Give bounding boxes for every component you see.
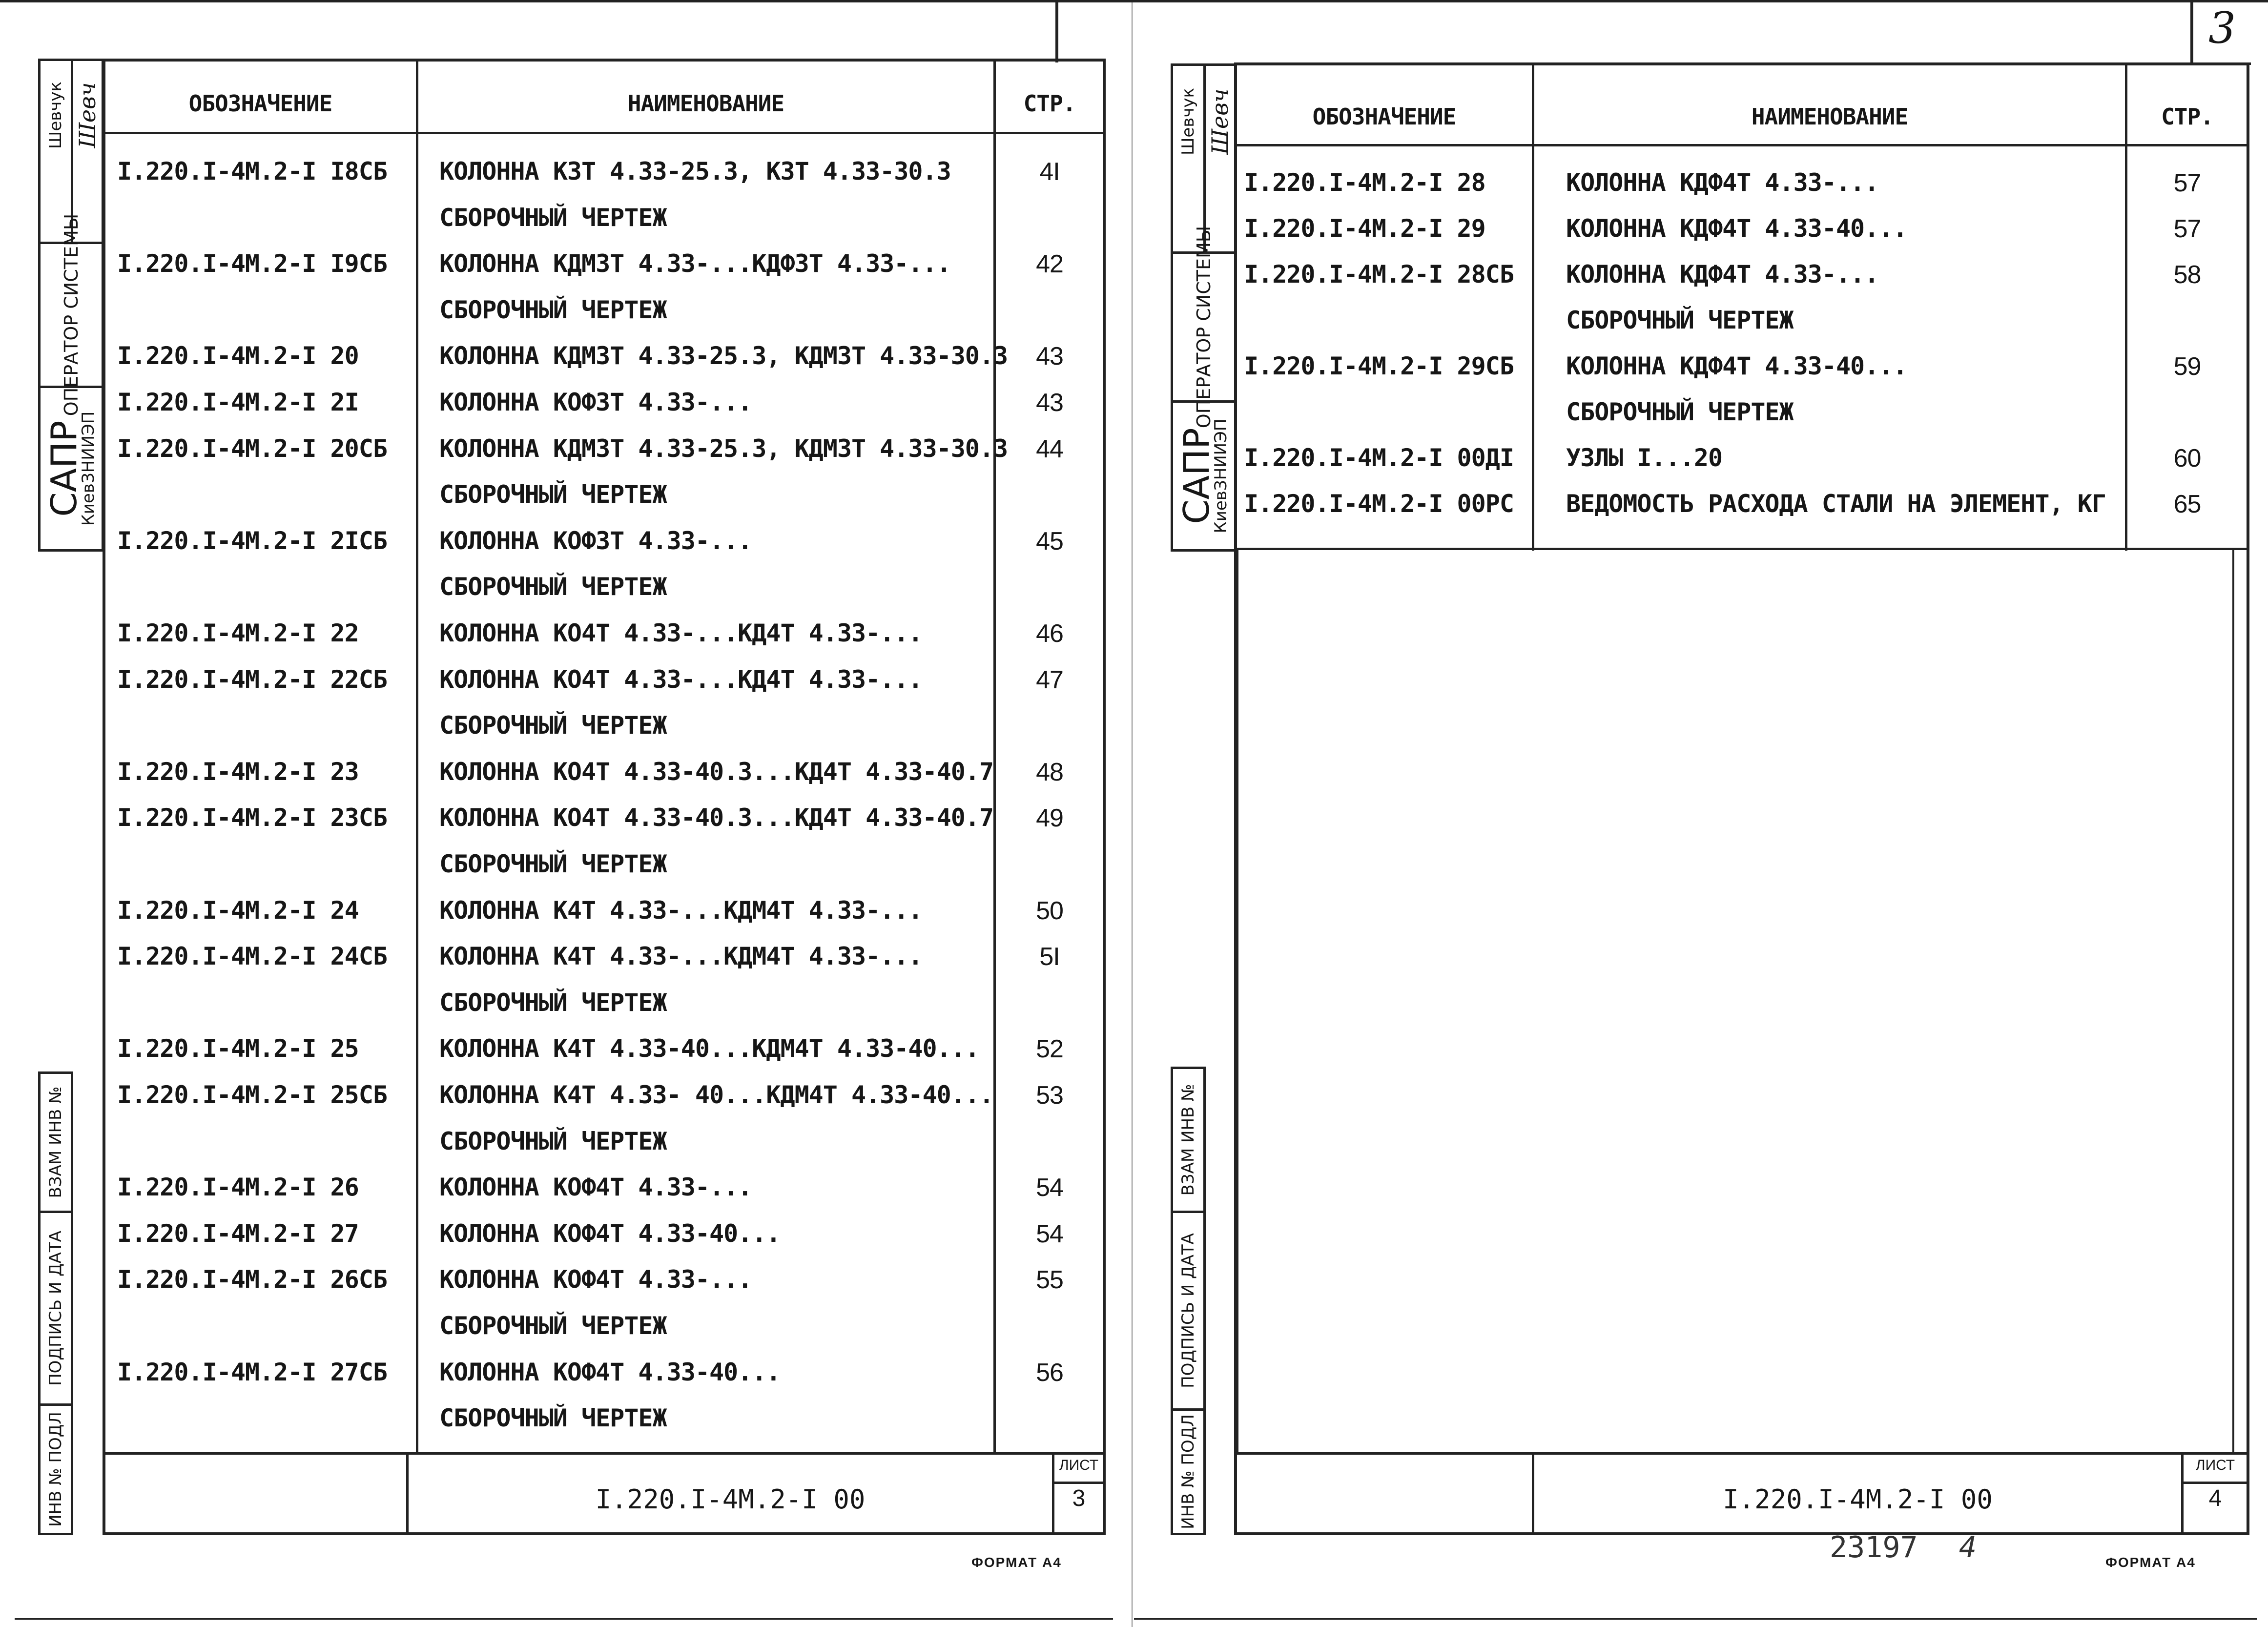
row-code: I.220.I-4M.2-I 2ICБ	[117, 526, 387, 555]
podpis-label: ПОДПИСЬ И ДАТА	[46, 1231, 65, 1386]
side-stamp-vzam	[38, 1071, 73, 1213]
row-name: КОЛОННА КО4Т 4.33-...КД4Т 4.33-...	[439, 619, 923, 647]
side-stamp-inv	[38, 1403, 73, 1535]
stamp-list-rule	[1052, 1482, 1106, 1484]
header-code: ОБОЗНАЧЕНИЕ	[188, 90, 332, 117]
row-page: 50	[1036, 896, 1063, 925]
stamp-top-rule	[1234, 1452, 2249, 1455]
row-code: I.220.I-4M.2-I I9CБ	[117, 249, 387, 278]
row-name: КОЛОННА КО4Т 4.33-40.3...КД4Т 4.33-40.7	[439, 803, 993, 832]
row-name: СБОРОЧНЫЙ ЧЕРТЕЖ	[1566, 398, 1794, 426]
row-code: I.220.I-4M.2-I 00PC	[1244, 490, 1514, 518]
row-code: I.220.I-4M.2-I 28CБ	[1244, 260, 1514, 288]
row-name: СБОРОЧНЫЙ ЧЕРТЕЖ	[439, 1127, 667, 1155]
row-name: КОЛОННА КДМЗТ 4.33-25.3, КДМЗТ 4.33-30.3	[439, 434, 1008, 463]
col-rule-1	[416, 59, 418, 1455]
archive-number: 23197	[1830, 1530, 1918, 1565]
row-page: 45	[1036, 527, 1063, 556]
side-stamp-system	[1171, 400, 1237, 552]
col-rule-2	[2125, 62, 2127, 551]
header-rule	[103, 132, 1106, 134]
row-page: 54	[1036, 1219, 1063, 1248]
handwritten-mark: 4	[1959, 1530, 1977, 1565]
row-code: I.220.I-4M.2-I 23	[117, 757, 359, 786]
row-code: I.220.I-4M.2-I 2I	[117, 388, 359, 416]
row-code: I.220.I-4M.2-I 24CБ	[117, 942, 387, 971]
sheet-right	[1134, 0, 2268, 1627]
row-code: I.220.I-4M.2-I 26	[117, 1173, 359, 1202]
row-page: 52	[1036, 1035, 1063, 1064]
row-name: КОЛОННА КДФ4Т 4.33-40...	[1566, 214, 1907, 243]
person-name: Шевчук	[46, 81, 65, 149]
row-name: КОЛОННА КОФ4Т 4.33-...	[439, 1173, 752, 1202]
row-name: СБОРОЧНЫЙ ЧЕРТЕЖ	[439, 295, 667, 324]
row-code: I.220.I-4M.2-I 20	[117, 342, 359, 371]
row-code: I.220.I-4M.2-I 25	[117, 1034, 359, 1063]
inv-label: ИНВ № ПОДЛ	[46, 1412, 65, 1527]
row-name: КОЛОННА КДФ4Т 4.33-40...	[1566, 352, 1907, 380]
row-page: 43	[1036, 342, 1063, 371]
row-page: 57	[2173, 169, 2201, 197]
row-code: I.220.I-4M.2-I 20CБ	[117, 434, 387, 463]
row-page: 44	[1036, 434, 1063, 463]
row-page: 49	[1036, 804, 1063, 833]
row-name: СБОРОЧНЫЙ ЧЕРТЕЖ	[439, 1404, 667, 1433]
row-page: 58	[2173, 261, 2201, 289]
row-name: КОЛОННА КО4Т 4.33-40.3...КД4Т 4.33-40.7	[439, 757, 993, 786]
col-rule-1	[1532, 62, 1534, 551]
bottom-edge	[15, 1618, 1113, 1620]
vzam-label: ВЗАМ ИНВ №	[46, 1086, 65, 1198]
inner-left-rule	[1237, 548, 1238, 1455]
side-stamp-system	[38, 386, 104, 552]
row-name: КОЛОННА КОФ4Т 4.33-40...	[439, 1219, 781, 1248]
system-label: САПР	[1175, 428, 1217, 524]
header-page: СТР.	[1023, 90, 1076, 117]
row-code: I.220.I-4M.2-I 24	[117, 896, 359, 925]
row-page: 56	[1036, 1358, 1063, 1387]
row-code: I.220.I-4M.2-I 29CБ	[1244, 352, 1514, 380]
corner-sheet-number: 3	[2208, 3, 2236, 53]
row-name: КОЛОННА КДМЗТ 4.33-...КДФЗТ 4.33-...	[439, 249, 951, 278]
row-code: I.220.I-4M.2-I 25CБ	[117, 1081, 387, 1109]
side-stamp-person	[1171, 63, 1206, 254]
row-page: 59	[2173, 352, 2201, 381]
row-page: 5I	[1039, 943, 1060, 971]
header-page: СТР.	[2161, 103, 2213, 130]
row-code: I.220.I-4M.2-I 27	[117, 1219, 359, 1248]
row-page: 60	[2173, 444, 2201, 473]
row-page: 43	[1036, 389, 1063, 417]
row-name: КОЛОННА К4Т 4.33- 40...КДМ4Т 4.33-40...	[439, 1081, 993, 1109]
top-corner-box	[2190, 0, 2251, 65]
row-name: КОЛОННА К4Т 4.33-...КДМ4Т 4.33-...	[439, 942, 923, 971]
row-code: I.220.I-4M.2-I 00ДI	[1244, 444, 1514, 472]
inner-right-rule	[2232, 548, 2234, 1455]
row-page: 46	[1036, 619, 1063, 648]
row-code: I.220.I-4M.2-I 23CБ	[117, 803, 387, 832]
side-stamp-inv	[1171, 1408, 1206, 1535]
top-corner-box	[1055, 0, 1116, 62]
org-label: КиевЗНИИЭП	[78, 411, 98, 526]
side-stamp-vzam	[1171, 1067, 1206, 1213]
row-page: 42	[1036, 250, 1063, 279]
row-code: I.220.I-4M.2-I 22CБ	[117, 665, 387, 694]
header-rule	[1234, 144, 2249, 146]
row-name: КОЛОННА КОФЗТ 4.33-...	[439, 526, 752, 555]
row-name: СБОРОЧНЫЙ ЧЕРТЕЖ	[439, 480, 667, 509]
side-stamp-podpis	[1171, 1211, 1206, 1411]
row-page: 55	[1036, 1266, 1063, 1295]
row-name: КОЛОННА КОФ4Т 4.33-...	[439, 1265, 752, 1294]
row-code: I.220.I-4M.2-I 29	[1244, 214, 1485, 243]
side-stamp-signature	[1203, 63, 1237, 254]
header-name: НАИМЕНОВАНИЕ	[627, 90, 784, 117]
row-code: I.220.I-4M.2-I I8CБ	[117, 157, 387, 185]
row-page: 47	[1036, 665, 1063, 694]
row-page: 48	[1036, 758, 1063, 786]
row-name: КОЛОННА К4Т 4.33-...КДМ4Т 4.33-...	[439, 896, 923, 925]
podpis-label: ПОДПИСЬ И ДАТА	[1178, 1233, 1198, 1388]
row-name: КОЛОННА КО4Т 4.33-...КД4Т 4.33-...	[439, 665, 923, 694]
row-name: СБОРОЧНЫЙ ЧЕРТЕЖ	[439, 711, 667, 740]
row-name: КОЛОННА КОФ4Т 4.33-40...	[439, 1358, 781, 1386]
stamp-list-rule	[2181, 1482, 2249, 1484]
row-name: СБОРОЧНЫЙ ЧЕРТЕЖ	[439, 203, 667, 232]
stamp-top-rule	[103, 1452, 1106, 1455]
row-name: СБОРОЧНЫЙ ЧЕРТЕЖ	[439, 573, 667, 601]
row-name: СБОРОЧНЫЙ ЧЕРТЕЖ	[439, 1312, 667, 1340]
row-name: КОЛОННА КДФ4Т 4.33-...	[1566, 260, 1879, 288]
row-code: I.220.I-4M.2-I 22	[117, 619, 359, 647]
row-page: 57	[2173, 215, 2201, 243]
format-label: ФОРМАТ А4	[2105, 1555, 2196, 1570]
row-name: СБОРОЧНЫЙ ЧЕРТЕЖ	[1566, 306, 1794, 334]
row-name: КОЛОННА КОФЗТ 4.33-...	[439, 388, 752, 416]
inv-label: ИНВ № ПОДЛ	[1178, 1414, 1198, 1529]
row-code: I.220.I-4M.2-I 27CБ	[117, 1358, 387, 1386]
row-name: СБОРОЧНЫЙ ЧЕРТЕЖ	[439, 988, 667, 1017]
row-code: I.220.I-4M.2-I 28	[1244, 168, 1485, 197]
format-label: ФОРМАТ А4	[971, 1555, 1062, 1570]
role-label: ОПЕРАТОР СИСТЕМЫ	[1193, 226, 1215, 429]
header-name: НАИМЕНОВАНИЕ	[1751, 103, 1908, 130]
top-border	[1134, 0, 2268, 2]
row-name: УЗЛЫ I...20	[1566, 444, 1723, 472]
row-name: СБОРОЧНЫЙ ЧЕРТЕЖ	[439, 850, 667, 878]
vzam-label: ВЗАМ ИНВ №	[1178, 1084, 1198, 1196]
top-border	[0, 0, 1134, 2]
system-label: САПР	[43, 420, 84, 517]
row-code: I.220.I-4M.2-I 26CБ	[117, 1265, 387, 1294]
row-page: 4I	[1039, 158, 1060, 186]
table-end-rule	[1234, 548, 2249, 550]
stamp-document-code: I.220.I-4M.2-I 00	[1723, 1484, 1993, 1515]
org-label: КиевЗНИИЭП	[1211, 418, 1231, 534]
row-name: ВЕДОМОСТЬ РАСХОДА СТАЛИ НА ЭЛЕМЕНТ, КГ	[1566, 490, 2106, 518]
row-name: КОЛОННА КДФ4Т 4.33-...	[1566, 168, 1879, 197]
header-code: ОБОЗНАЧЕНИЕ	[1312, 103, 1456, 130]
role-label: ОПЕРАТОР СИСТЕМЫ	[60, 213, 82, 416]
signature-image: Шевч	[74, 82, 101, 148]
signature-image: Шевч	[1207, 88, 1233, 155]
side-stamp-role	[1171, 226, 1237, 429]
bottom-edge	[1134, 1618, 2257, 1620]
side-stamp-role	[38, 213, 104, 416]
stamp-list-label: ЛИСТ	[1059, 1457, 1099, 1473]
stamp-list-number: 4	[2208, 1485, 2222, 1511]
row-name: КОЛОННА КЗТ 4.33-25.3, КЗТ 4.33-30.3	[439, 157, 951, 185]
stamp-list-number: 3	[1072, 1485, 1086, 1511]
row-page: 53	[1036, 1081, 1063, 1110]
row-page: 54	[1036, 1174, 1063, 1202]
person-name: Шевчук	[1178, 87, 1198, 156]
row-name: КОЛОННА К4Т 4.33-40...КДМ4Т 4.33-40...	[439, 1034, 979, 1063]
stamp-document-code: I.220.I-4M.2-I 00	[595, 1484, 866, 1515]
row-name: КОЛОННА КДМЗТ 4.33-25.3, КДМЗТ 4.33-30.3	[439, 342, 1008, 371]
stamp-list-label: ЛИСТ	[2195, 1457, 2235, 1473]
row-page: 65	[2173, 490, 2201, 518]
side-stamp-podpis	[38, 1211, 73, 1406]
